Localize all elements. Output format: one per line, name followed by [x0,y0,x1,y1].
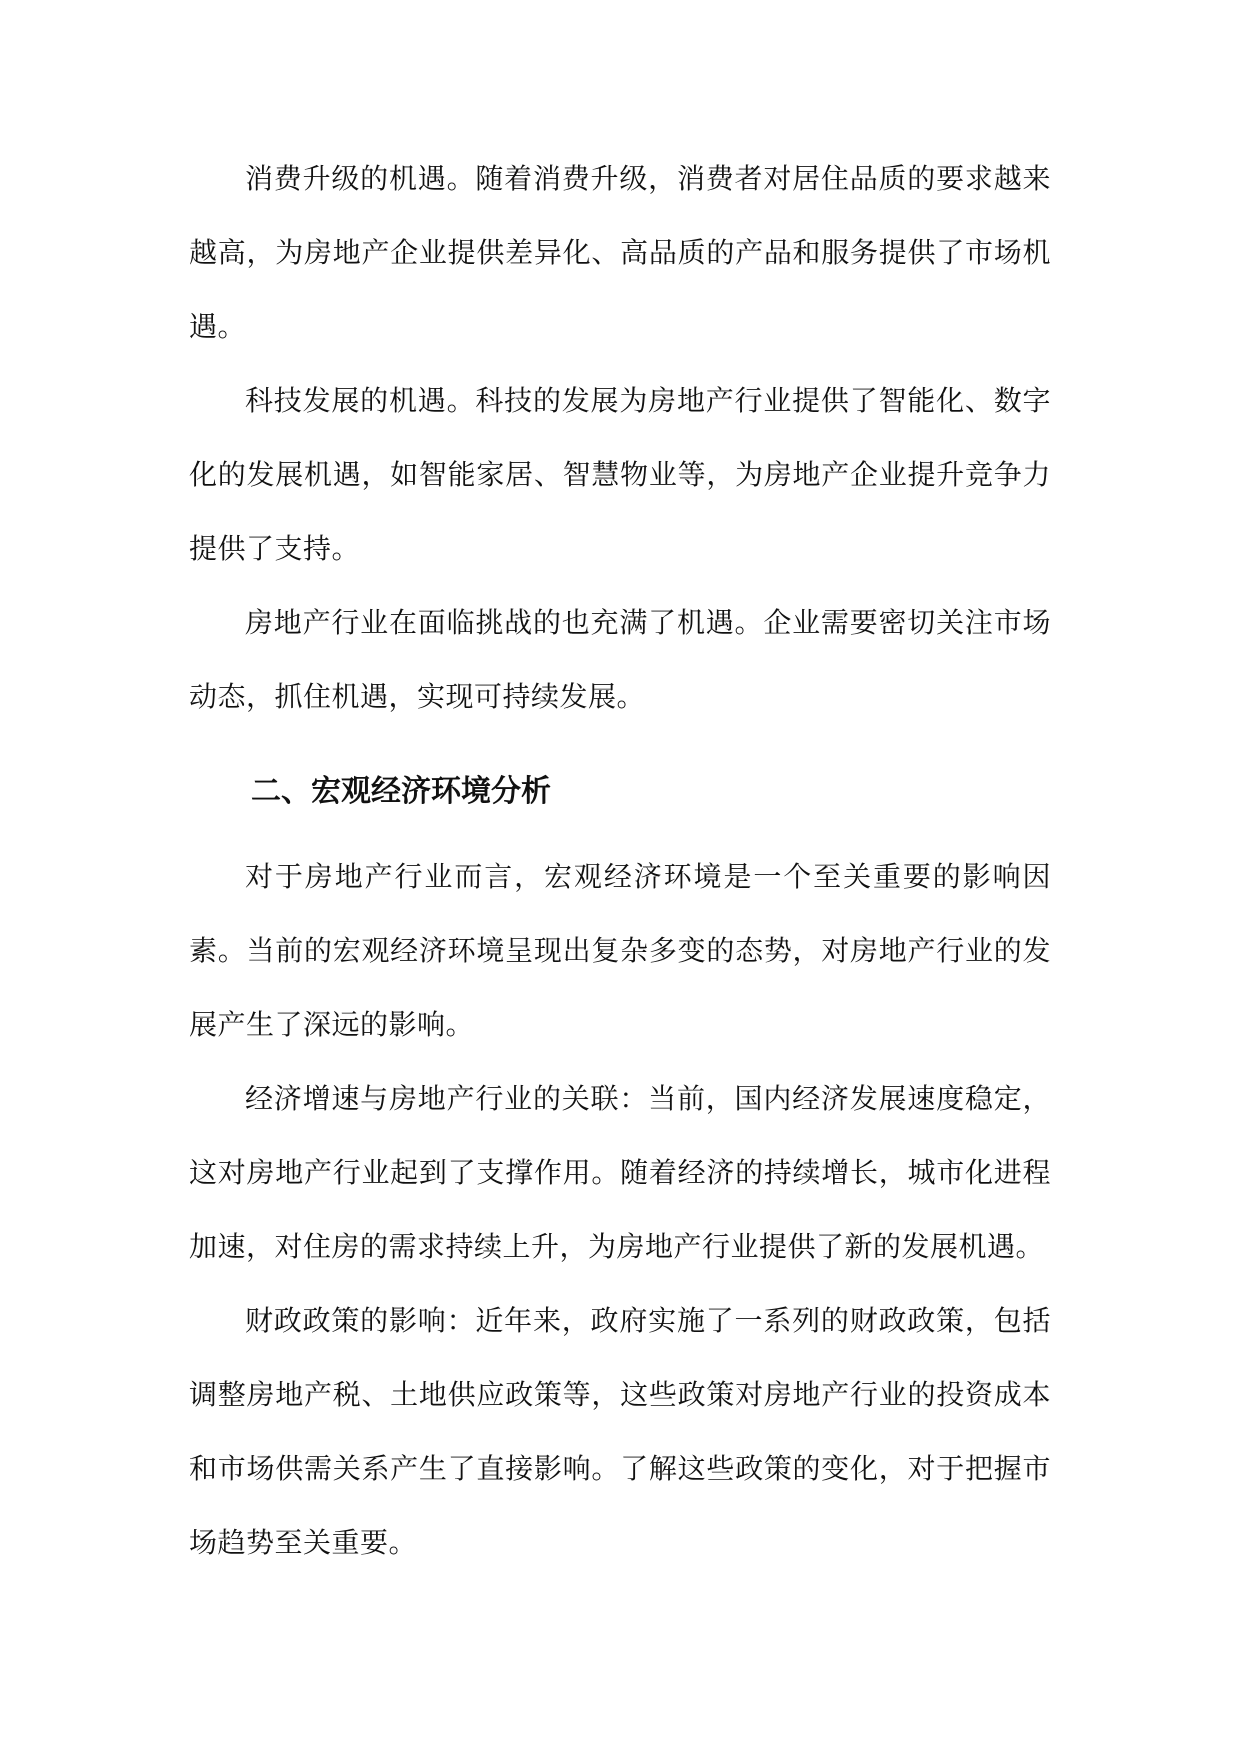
paragraph-fiscal-policy: 财政政策的影响：近年来，政府实施了一系列的财政政策，包括调整房地产税、土地供应政策等，这些政策对房地产行业的投资成本和市场供需关系产生了直接影响。了解这些政策的变化，对于把握市场趋势至关重要。 [189,1304,1051,1559]
paragraph-macro-environment: 对于房地产行业而言，宏观经济环境是一个至关重要的影响因素。当前的宏观经济环境呈现出复杂多变的态势，对房地产行业的发展产生了深远的影响。 [189,860,1051,1041]
section-heading: 二、宏观经济环境分析 [251,774,551,809]
document-body [189,142,1051,1580]
paragraph-challenges-opportunities: 房地产行业在面临挑战的也充满了机遇。企业需要密切关注市场动态，抓住机遇，实现可持续发展。 [189,606,1051,713]
paragraph-technology-development: 科技发展的机遇。科技的发展为房地产行业提供了智能化、数字化的发展机遇，如智能家居、智慧物业等，为房地产企业提升竞争力提供了支持。 [189,384,1051,565]
paragraph-economic-growth: 经济增速与房地产行业的关联：当前，国内经济发展速度稳定，这对房地产行业起到了支撑作用。随着经济的持续增长，城市化进程加速，对住房的需求持续上升，为房地产行业提供了新的发展机遇。 [189,1082,1051,1263]
paragraph-consumption-upgrade: 消费升级的机遇。随着消费升级，消费者对居住品质的要求越来越高，为房地产企业提供差异化、高品质的产品和服务提供了市场机遇。 [189,162,1051,343]
